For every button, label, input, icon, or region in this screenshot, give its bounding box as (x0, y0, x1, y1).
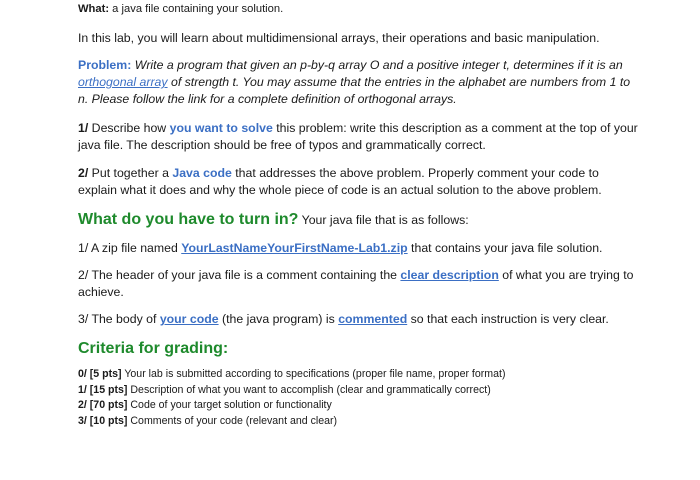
step-1-highlight: you want to solve (169, 121, 273, 135)
item-3-text-2: (the java program) is (218, 312, 339, 326)
criteria-heading (78, 338, 638, 360)
problem-label: Problem: (78, 58, 132, 72)
item-1-text-2: that contains your java file solution. (407, 241, 603, 255)
commented-link[interactable]: commented (338, 312, 408, 326)
criteria-heading-text: Criteria for grading: (78, 340, 229, 357)
turn-in-line (78, 209, 638, 231)
what-line (78, 1, 638, 18)
problem-text-2: of strength t. You may assume that the entries in the alphabet are numbers from 1 to n. Please follow the link for a complete definition of orthogonal arrays. (78, 75, 631, 106)
turn-in-item-1 (78, 240, 638, 257)
step-2-paragraph (78, 165, 638, 199)
criteria-points: 1/ [15 pts] (78, 383, 128, 396)
criteria-points: 3/ [10 pts] (78, 414, 128, 427)
problem-text-1: Write a program that given an p-by-q array O and a positive integer t, determines if it is an (131, 58, 623, 72)
step-2-number: 2/ (78, 166, 89, 180)
what-label: What: (78, 3, 110, 15)
criteria-points: 2/ [70 pts] (78, 399, 128, 411)
criteria-description: Code of your target solution or functionality (127, 399, 332, 411)
criteria-description: Comments of your code (relevant and clear) (127, 414, 338, 427)
criteria-row (78, 414, 638, 430)
step-1-text-1: Describe how (88, 121, 170, 135)
criteria-row (78, 383, 638, 399)
lab-document (78, 0, 638, 429)
step-2-text-2: that addresses the above problem. Properly comment your code to explain what it does and why the whole piece of code is an actual solution to the above problem. (78, 166, 602, 197)
criteria-description: Description of what you want to accomplish (clear and grammatically correct) (127, 383, 491, 396)
what-text: a java file containing your solution. (109, 3, 284, 15)
item-2-text-1: 2/ The header of your java file is a comment containing the (78, 268, 401, 282)
problem-paragraph (78, 57, 638, 108)
step-1-number: 1/ (78, 121, 89, 135)
criteria-description: Your lab is submitted according to specifications (proper file name, proper format) (121, 368, 506, 380)
item-3-text-3: so that each instruction is very clear. (407, 312, 609, 326)
turn-in-heading: What do you have to turn in? (78, 211, 299, 228)
step-2-highlight: Java code (172, 166, 232, 180)
item-2-text-2: of what you are trying to achieve. (78, 268, 634, 299)
zip-filename-link[interactable]: YourLastNameYourFirstName-Lab1.zip (181, 241, 408, 255)
orthogonal-array-link[interactable]: orthogonal array (78, 75, 168, 89)
criteria-row (78, 367, 638, 383)
step-2-text-1: Put together a (88, 166, 173, 180)
step-1-paragraph (78, 120, 638, 154)
turn-in-item-2 (78, 267, 638, 301)
item-1-text-1: 1/ A zip file named (78, 241, 182, 255)
criteria-row (78, 398, 638, 414)
turn-in-text: Your java file that is as follows: (298, 213, 469, 227)
criteria-list (78, 367, 638, 429)
item-3-text-1: 3/ The body of (78, 312, 160, 326)
your-code-link[interactable]: your code (159, 312, 219, 326)
intro-paragraph: In this lab, you will learn about multidimensional arrays, their operations and basic manipulation. (78, 31, 600, 45)
clear-description-link[interactable]: clear description (400, 268, 499, 282)
step-1-text-2: this problem: write this description as a comment at the top of your java file. The description should be free of typos and grammatically correct. (78, 121, 638, 152)
turn-in-item-3 (78, 311, 638, 328)
criteria-points: 0/ [5 pts] (78, 368, 122, 380)
